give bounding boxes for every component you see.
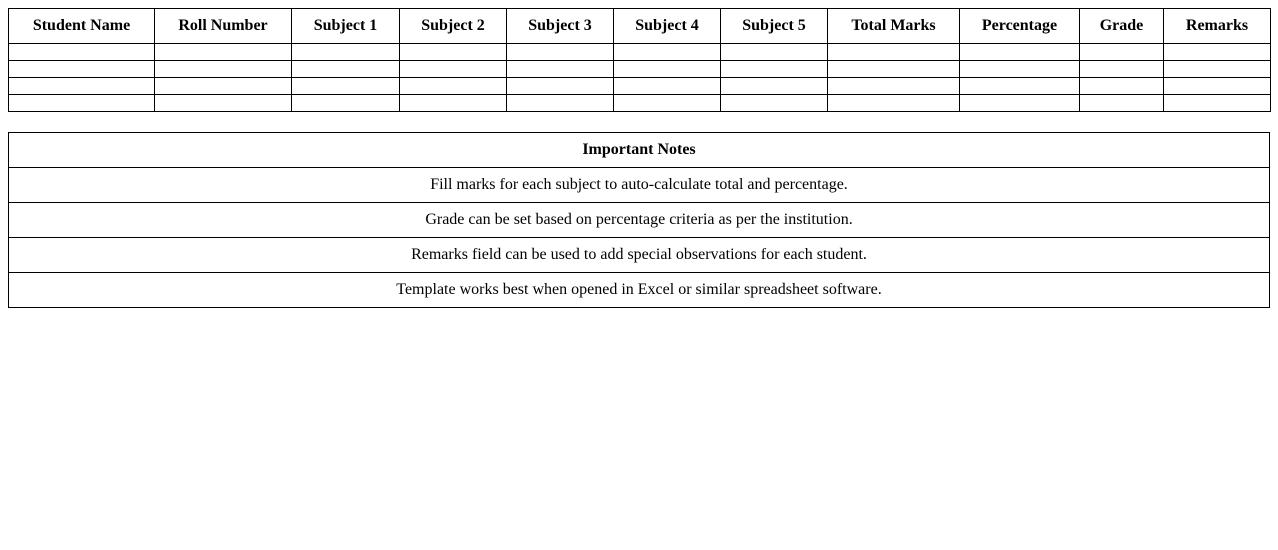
page: [8, 8, 1270, 308]
cell-remarks[interactable]: [1164, 95, 1271, 112]
cell-subject-1[interactable]: [292, 95, 400, 112]
note-row: [9, 203, 1270, 238]
header-subject-5: Subject 5: [721, 9, 828, 44]
cell-subject-3[interactable]: [507, 44, 614, 61]
cell-subject-4[interactable]: [614, 44, 721, 61]
table-row: [9, 78, 1271, 95]
cell-percentage[interactable]: [960, 61, 1080, 78]
cell-roll-number[interactable]: [155, 44, 292, 61]
cell-remarks[interactable]: [1164, 44, 1271, 61]
cell-student-name[interactable]: [9, 78, 155, 95]
header-subject-2: Subject 2: [400, 9, 507, 44]
cell-total-marks[interactable]: [828, 78, 960, 95]
note-item: Remarks field can be used to add special observations for each student.: [9, 238, 1270, 273]
cell-percentage[interactable]: [960, 44, 1080, 61]
cell-remarks[interactable]: [1164, 61, 1271, 78]
header-grade: Grade: [1080, 9, 1164, 44]
note-item: Template works best when opened in Excel or similar spreadsheet software.: [9, 273, 1270, 308]
cell-subject-2[interactable]: [400, 95, 507, 112]
cell-roll-number[interactable]: [155, 78, 292, 95]
header-subject-1: Subject 1: [292, 9, 400, 44]
cell-grade[interactable]: [1080, 78, 1164, 95]
cell-subject-3[interactable]: [507, 61, 614, 78]
header-percentage: Percentage: [960, 9, 1080, 44]
cell-subject-5[interactable]: [721, 78, 828, 95]
header-subject-4: Subject 4: [614, 9, 721, 44]
header-roll-number: Roll Number: [155, 9, 292, 44]
cell-subject-5[interactable]: [721, 95, 828, 112]
header-remarks: Remarks: [1164, 9, 1271, 44]
cell-subject-1[interactable]: [292, 78, 400, 95]
cell-subject-5[interactable]: [721, 44, 828, 61]
cell-total-marks[interactable]: [828, 61, 960, 78]
cell-subject-3[interactable]: [507, 78, 614, 95]
note-item: Grade can be set based on percentage criteria as per the institution.: [9, 203, 1270, 238]
cell-student-name[interactable]: [9, 95, 155, 112]
cell-subject-4[interactable]: [614, 61, 721, 78]
notes-table: [8, 132, 1270, 308]
cell-total-marks[interactable]: [828, 44, 960, 61]
cell-grade[interactable]: [1080, 61, 1164, 78]
note-row: [9, 273, 1270, 308]
header-subject-3: Subject 3: [507, 9, 614, 44]
note-item: Fill marks for each subject to auto-calculate total and percentage.: [9, 168, 1270, 203]
cell-subject-2[interactable]: [400, 78, 507, 95]
cell-subject-2[interactable]: [400, 44, 507, 61]
cell-subject-1[interactable]: [292, 44, 400, 61]
header-student-name: Student Name: [9, 9, 155, 44]
cell-roll-number[interactable]: [155, 95, 292, 112]
table-row: [9, 44, 1271, 61]
cell-roll-number[interactable]: [155, 61, 292, 78]
header-row: [9, 9, 1271, 44]
cell-remarks[interactable]: [1164, 78, 1271, 95]
cell-percentage[interactable]: [960, 78, 1080, 95]
marks-table: [8, 8, 1271, 112]
cell-subject-5[interactable]: [721, 61, 828, 78]
cell-total-marks[interactable]: [828, 95, 960, 112]
note-row: [9, 238, 1270, 273]
cell-subject-1[interactable]: [292, 61, 400, 78]
cell-student-name[interactable]: [9, 61, 155, 78]
cell-subject-2[interactable]: [400, 61, 507, 78]
cell-student-name[interactable]: [9, 44, 155, 61]
table-row: [9, 61, 1271, 78]
note-row: [9, 168, 1270, 203]
cell-subject-4[interactable]: [614, 78, 721, 95]
notes-title: Important Notes: [9, 133, 1270, 168]
cell-percentage[interactable]: [960, 95, 1080, 112]
cell-subject-3[interactable]: [507, 95, 614, 112]
notes-header-row: [9, 133, 1270, 168]
cell-grade[interactable]: [1080, 95, 1164, 112]
cell-subject-4[interactable]: [614, 95, 721, 112]
header-total-marks: Total Marks: [828, 9, 960, 44]
table-row: [9, 95, 1271, 112]
cell-grade[interactable]: [1080, 44, 1164, 61]
